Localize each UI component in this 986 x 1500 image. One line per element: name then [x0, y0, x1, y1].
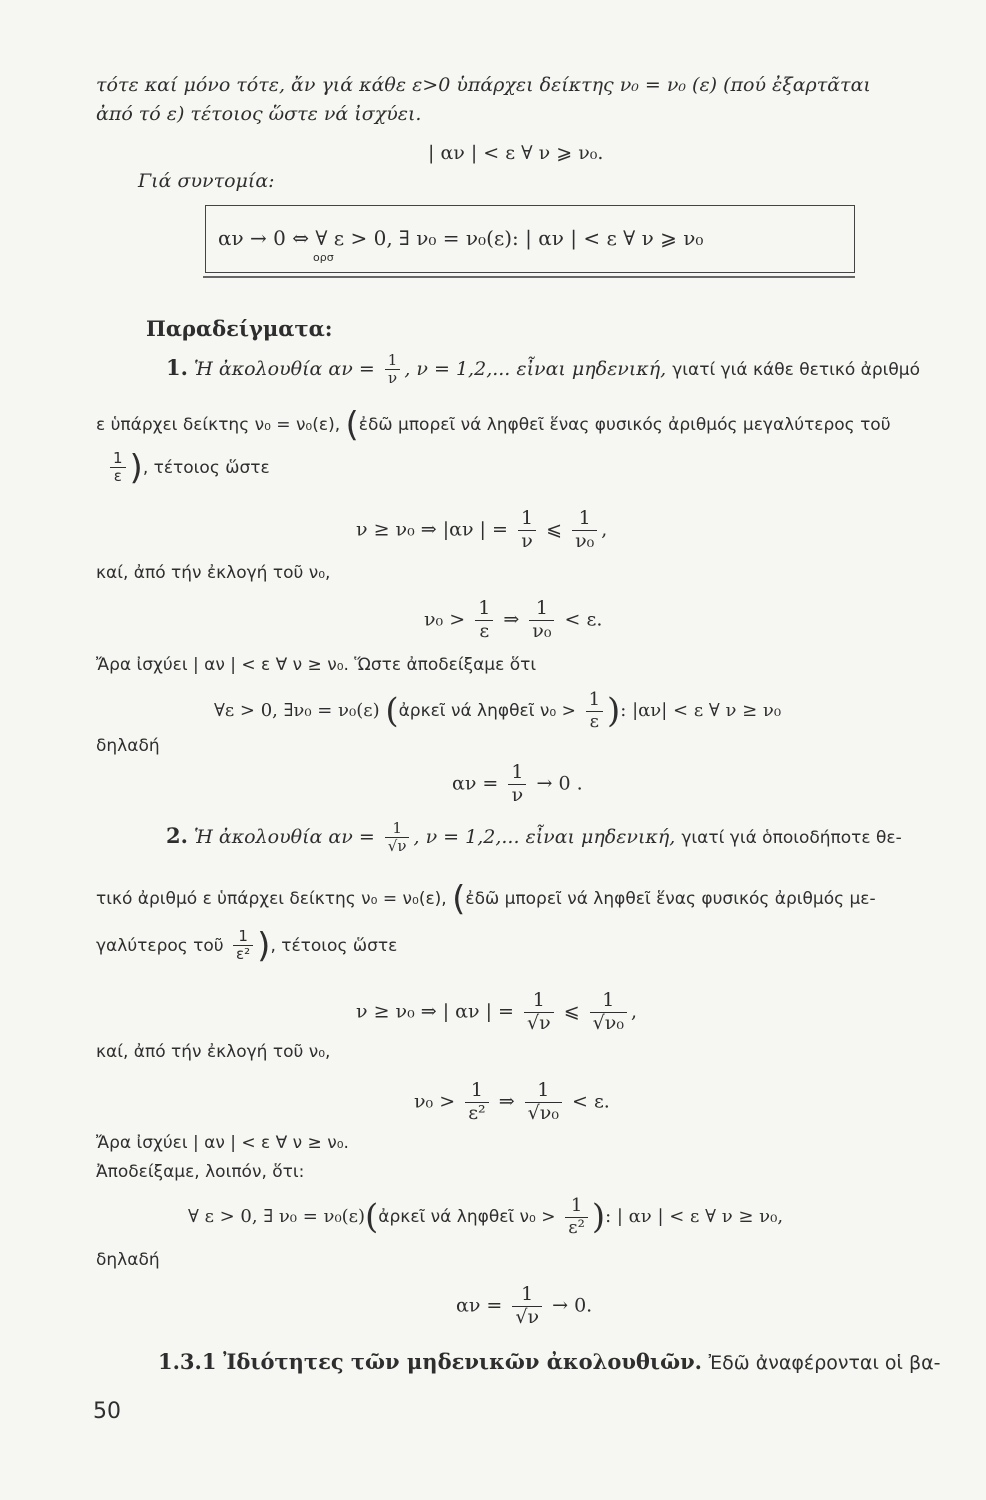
example-2-holds: Ἄρα ἰσχύει | αν | < ε ∀ ν ≥ ν₀.: [96, 1133, 349, 1153]
eq-left: ν₀ >: [414, 1090, 456, 1113]
eq-left: ∀ ε > 0, ∃ ν₀ = ν₀(ε): [188, 1206, 366, 1228]
left-paren: (: [365, 1197, 379, 1238]
example-2-line-3: [96, 925, 398, 966]
example-2-sequence-range: , ν = 1,2,... εἶναι μηδενική,: [413, 825, 676, 848]
section-title: Ἰδιότητες τῶν μηδενικῶν ἀκολουθιῶν.: [223, 1349, 702, 1374]
eq-frac-2: [529, 598, 554, 643]
example-1-choice: καί, ἀπό τήν ἐκλογή τοῦ ν₀,: [96, 563, 331, 583]
example-1-eq-4: [452, 762, 583, 807]
eq-left: αν =: [456, 1294, 503, 1317]
eq-frac: [586, 690, 603, 732]
eq-frac-1: [475, 598, 493, 643]
eq-end: ,: [630, 1000, 637, 1023]
example-2-eq-2: [414, 1080, 610, 1125]
frac-den: ε²: [468, 1101, 486, 1124]
example-2-line-2: [96, 879, 876, 919]
definition-formula: αν → 0 ⇔ ∀ ε > 0, ∃ ν₀ = ν₀(ε): | αν | < ε ∀ ν ⩾ ν₀: [218, 226, 704, 250]
frac-num: 1: [233, 928, 253, 946]
frac-den: ε: [479, 619, 490, 642]
eq-frac: [512, 1284, 542, 1329]
frac-num: 1: [565, 1196, 588, 1218]
example-1-sequence-range: , ν = 1,2,... εἶναι μηδενική,: [404, 357, 667, 380]
example-1-line-2: [96, 405, 891, 445]
eq-mid: ⇒: [498, 1090, 515, 1113]
frac-den: ν₀: [575, 529, 595, 552]
example-2-frac-eps: [233, 928, 253, 964]
left-paren: (: [385, 691, 399, 732]
eq-left: αν =: [452, 772, 499, 795]
right-paren: ): [257, 925, 271, 966]
eq-left: ν ≥ ν₀ ⇒ |αν | =: [356, 518, 508, 541]
example-2-frac: [385, 820, 410, 856]
example-2: [166, 820, 902, 856]
example-2-choice: καί, ἀπό τήν ἐκλογή τοῦ ν₀,: [96, 1042, 331, 1062]
frac-num: 1: [385, 352, 401, 370]
example-2-paren-text: ἐδῶ μπορεῖ νά ληφθεῖ ἕνας φυσικός ἀριθμός με-: [465, 889, 876, 909]
example-2-eq-3: [188, 1196, 783, 1238]
section-text: Ἐδῶ ἀναφέρονται οἱ βα-: [708, 1352, 941, 1374]
frac-num: 1: [512, 1284, 542, 1307]
eq-end: < ε.: [564, 608, 603, 631]
frac-den: ν: [388, 369, 398, 388]
eq-end: ,: [601, 518, 608, 541]
frac-num: 1: [590, 990, 627, 1013]
eq-end: < ε.: [572, 1090, 610, 1113]
example-1-such-that: , τέτοιος ὥστε: [142, 457, 270, 478]
eq-end: : |αν| < ε ∀ ν ≥ ν₀: [620, 700, 782, 722]
eq-mid: ⩽: [546, 518, 563, 541]
example-1-eq-2: [424, 598, 602, 643]
left-paren: (: [345, 405, 359, 445]
frac-num: 1: [518, 508, 536, 531]
example-1-namely: δηλαδή: [96, 736, 160, 756]
right-paren: ): [129, 447, 143, 488]
example-1-reason: γιατί γιά κάθε θετικό ἀριθμό: [672, 359, 921, 380]
example-2-reason: γιατί γιά ὁποιοδήποτε θε-: [681, 827, 902, 848]
examples-heading: Παραδείγματα:: [146, 316, 333, 341]
frac-num: 1: [385, 820, 410, 838]
frac-den: ε: [589, 710, 599, 732]
eq-frac-1: [524, 990, 554, 1035]
example-2-eq-1: [356, 990, 637, 1035]
frac-den: ε²: [236, 945, 251, 964]
frac-num: 1: [508, 762, 526, 785]
eq-frac-2: [525, 1080, 562, 1125]
frac-den: ν: [511, 783, 524, 806]
example-1-paren-text: ἐδῶ μπορεῖ νά ληφθεῖ ἕνας φυσικός ἀριθμός μεγαλύτερος τοῦ: [358, 415, 891, 435]
example-1-sequence: Ἡ ἀκολουθία αν =: [193, 357, 375, 380]
example-1: [166, 352, 920, 388]
page-number: 50: [93, 1399, 121, 1424]
example-1-frac-eps: [110, 450, 126, 486]
example-2-proved: Ἀποδείξαμε, λοιπόν, ὅτι:: [96, 1162, 305, 1182]
eq-frac-2: [572, 508, 597, 553]
frac-num: 1: [524, 990, 554, 1013]
eq-frac-2: [590, 990, 627, 1035]
frac-den: ν: [521, 529, 533, 552]
frac-den: ν₀: [532, 619, 552, 642]
eq-mid: ⩽: [563, 1000, 580, 1023]
eq-frac-1: [518, 508, 536, 553]
eq-left: ∀ε > 0, ∃ν₀ = ν₀(ε): [214, 700, 380, 722]
frac-den: √ν: [515, 1305, 540, 1328]
eq-frac: [565, 1196, 588, 1238]
example-1-eq-1: [356, 508, 607, 553]
eq-frac: [508, 762, 526, 807]
eq-left: ν₀ >: [424, 608, 466, 631]
example-1-holds: Ἄρα ἰσχύει | αν | < ε ∀ ν ≥ ν₀. Ὥστε ἀποδείξαμε ὅτι: [96, 655, 537, 675]
example-1-frac: [385, 352, 401, 388]
frac-num: 1: [465, 1080, 488, 1103]
frac-den: √ν₀: [592, 1011, 624, 1034]
example-2-namely: δηλαδή: [96, 1250, 160, 1270]
definition-arrow-sub: ορσ: [313, 251, 334, 264]
example-1-line-3: [106, 447, 270, 488]
example-2-such-that: , τέτοιος ὥστε: [270, 935, 398, 956]
example-2-sequence: Ἡ ἀκολουθία αν =: [193, 825, 375, 848]
eq-left: ν ≥ ν₀ ⇒ | αν | =: [356, 1000, 514, 1023]
example-2-number: 2.: [166, 822, 188, 848]
example-2-index: τικό ἀριθμό ε ὑπάρχει δείκτης ν₀ = ν₀(ε),: [96, 889, 447, 909]
frac-den: √ν₀: [527, 1101, 559, 1124]
frac-num: 1: [525, 1080, 562, 1103]
example-1-eq-3: [214, 690, 781, 732]
intro-condition: | αν | < ε ∀ ν ⩾ ν₀.: [428, 142, 604, 164]
right-paren: ): [591, 1197, 606, 1238]
frac-den: ε²: [568, 1216, 585, 1238]
frac-num: 1: [475, 598, 493, 621]
definition-box-shadow: [203, 276, 855, 278]
example-2-eq-4: [456, 1284, 592, 1329]
eq-frac-1: [465, 1080, 488, 1125]
example-1-number: 1.: [166, 354, 188, 380]
eq-mid: ⇒: [503, 608, 520, 631]
section-heading: [158, 1349, 941, 1374]
eq-paren-text: ἀρκεῖ νά ληφθεῖ ν₀ >: [398, 701, 576, 722]
left-paren: (: [452, 879, 466, 919]
intro-line-1: τότε καί μόνο τότε, ἄν γιά κάθε ε>0 ὑπάρχει δείκτης ν₀ = ν₀ (ε) (πού ἐξαρτᾶται: [96, 74, 871, 96]
eq-end: : | αν | < ε ∀ ν ≥ ν₀,: [605, 1206, 784, 1228]
frac-den: √ν: [387, 837, 407, 856]
frac-num: 1: [529, 598, 554, 621]
example-1-index: ε ὑπάρχει δείκτης ν₀ = ν₀(ε),: [96, 415, 341, 435]
frac-num: 1: [110, 450, 126, 468]
eq-end: → 0.: [552, 1294, 593, 1317]
intro-line-2: ἀπό τό ε) τέτοιος ὥστε νά ἰσχύει.: [96, 103, 422, 125]
brevity-label: Γιά συντομία:: [138, 170, 275, 192]
eq-paren-text: ἀρκεῖ νά ληφθεῖ ν₀ >: [378, 1207, 556, 1228]
right-paren: ): [607, 691, 621, 732]
frac-den: √ν: [526, 1011, 551, 1034]
frac-num: 1: [586, 690, 603, 712]
frac-den: ε: [113, 467, 122, 486]
frac-num: 1: [572, 508, 597, 531]
eq-end: → 0 .: [536, 772, 583, 795]
example-2-greater: γαλύτερος τοῦ: [96, 935, 224, 956]
section-number: 1.3.1: [158, 1349, 217, 1374]
